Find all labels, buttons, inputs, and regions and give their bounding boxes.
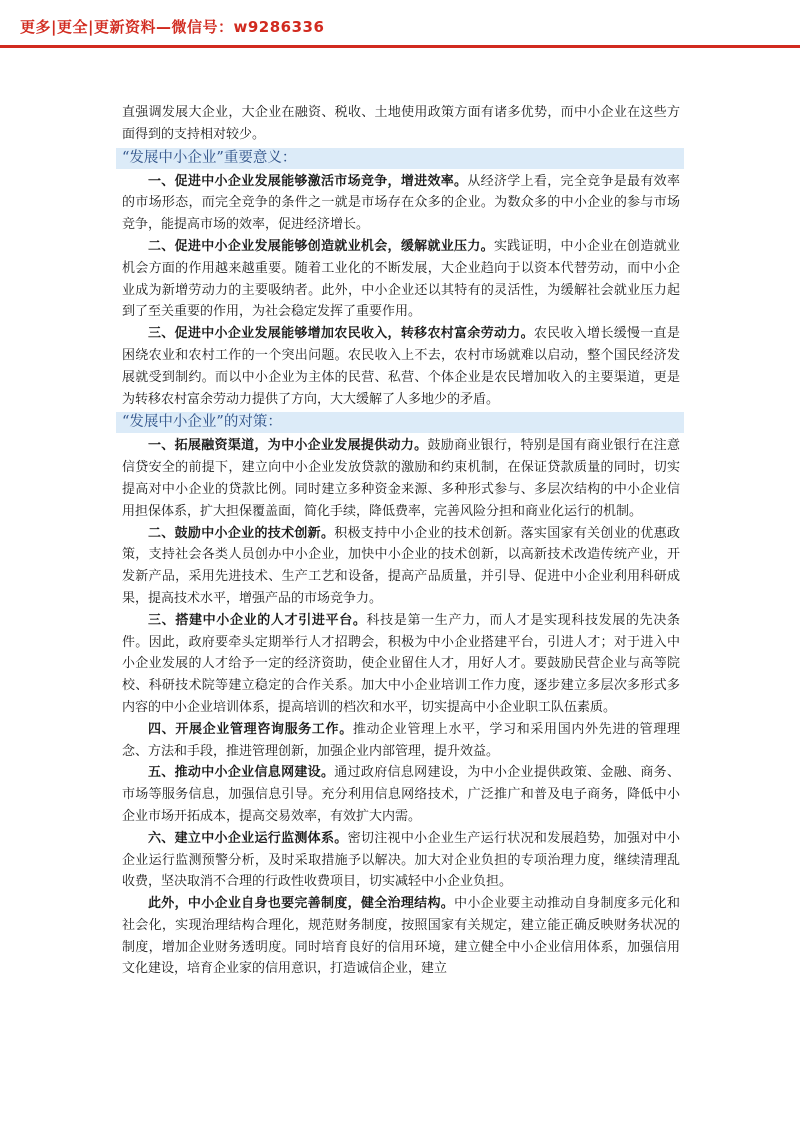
paragraph-body: 科技是第一生产力，而人才是实现科技发展的先决条件。因此，政府要牵头定期举行人才招聘会，积极为中小企业搭建平台，引进人才；对于进入中小企业发展的人才给予一定的经济资助，使企业留住人才，用好人才。要鼓励民营企业与高等院校、科研技术院等建立稳定的合作关系。加大中小企业培训工作力度，逐步建立多层次多形式多内容的中小企业培训体系，提高培训的档次和水平，切实提高中小企业职工队伍素质。 xyxy=(122,612,680,715)
paragraph-lead: 三、促进中小企业发展能够增加农民收入，转移农村富余劳动力。 xyxy=(148,326,534,342)
paragraph-lead: 二、鼓励中小企业的技术创新。 xyxy=(148,525,335,541)
paragraph-lead: 一、促进中小企业发展能够激活市场竞争，增进效率。 xyxy=(148,173,468,189)
countermeasure-paragraph-4 xyxy=(122,719,680,763)
countermeasure-paragraph-6 xyxy=(122,828,680,893)
countermeasure-paragraph-3 xyxy=(122,610,680,719)
paragraph-lead: 一、拓展融资渠道，为中小企业发展提供动力。 xyxy=(148,438,428,454)
top-banner xyxy=(0,0,800,52)
significance-paragraph-2 xyxy=(122,236,680,323)
paragraph-body: 鼓励商业银行，特别是国有商业银行在注意信贷安全的前提下，建立向中小企业发放贷款的激励和约束机制，在保证贷款质量的同时，切实提高对中小企业的贷款比例。同时建立多种资金来源、多种形式参与、多层次结构的中小企业信用担保体系，扩大担保覆盖面，简化手续，降低费率，完善风险分担和商业化运行的机制。 xyxy=(122,438,680,519)
section-heading-significance: “发展中小企业”重要意义： xyxy=(116,148,684,169)
paragraph-body: 积极支持中小企业的技术创新。落实国家有关创业的优惠政策，支持社会各类人员创办中小企业，加快中小企业的技术创新，以高新技术改造传统产业，开发新产品，采用先进技术、生产工艺和设备，提高产品质量，并引导、促进中小企业利用科研成果，提高技术水平，增强产品的市场竞争力。 xyxy=(122,525,680,606)
paragraph-body: 通过政府信息网建设，为中小企业提供政策、金融、商务、市场等服务信息，加强信息引导。充分利用信息网络技术，广泛推广和普及电子商务，降低中小企业市场开拓成本，提高交易效率，有效扩大内需。 xyxy=(122,765,680,824)
paragraph-body: 农民收入增长缓慢一直是困绕农业和农村工作的一个突出问题。农民收入上不去，农村市场就难以启动，整个国民经济发展就受到制约。而以中小企业为主体的民营、私营、个体企业是农民增加收入的主要渠道，更是为转移农村富余劳动力提供了方向，大大缓解了人多地少的矛盾。 xyxy=(122,326,680,407)
paragraph-lead: 此外，中小企业自身也要完善制度，健全治理结构。 xyxy=(148,896,455,912)
countermeasure-paragraph-2 xyxy=(122,523,680,610)
countermeasure-paragraph-5 xyxy=(122,762,680,827)
significance-paragraph-1 xyxy=(122,171,680,236)
paragraph-lead: 三、搭建中小企业的人才引进平台。 xyxy=(148,612,367,628)
document-body xyxy=(122,102,680,980)
paragraph-body: 推动企业管理上水平，学习和采用国内外先进的管理理念、方法和手段，推进管理创新，加强企业内部管理，提升效益。 xyxy=(122,721,680,759)
paragraph-body: 实践证明，中小企业在创造就业机会方面的作用越来越重要。随着工业化的不断发展，大企业趋向于以资本代替劳动，而中小企业成为新增劳动力的主要吸纳者。此外，中小企业还以其特有的灵活性，为缓解社会就业压力起到了至关重要的作用，为社会稳定发挥了重要作用。 xyxy=(122,238,680,320)
paragraph-body: 密切注视中小企业生产运行状况和发展趋势，加强对中小企业运行监测预警分析，及时采取措施予以解决。加大对企业负担的专项治理力度，继续清理乱收费，坚决取消不合理的行政性收费项目，切实减轻中小企业负担。 xyxy=(122,830,680,890)
intro-paragraph: 直强调发展大企业，大企业在融资、税收、土地使用政策方面有诸多优势，而中小企业在这些方面得到的支持相对较少。 xyxy=(122,105,680,142)
banner-text: 更多|更全|更新资料—微信号：w9286336 xyxy=(20,18,325,36)
paragraph-body: 从经济学上看，完全竞争是最有效率的市场形态，而完全竞争的条件之一就是市场存在众多的企业。为数众多的中小企业的参与市场竞争，能提高市场的效率，促进经济增长。 xyxy=(122,173,680,233)
paragraph-lead: 二、促进中小企业发展能够创造就业机会，缓解就业压力。 xyxy=(148,238,494,254)
banner-divider xyxy=(0,45,800,48)
countermeasure-paragraph-7 xyxy=(122,893,680,980)
paragraph-lead: 六、建立中小企业运行监测体系。 xyxy=(148,830,348,846)
paragraph-body: 中小企业要主动推动自身制度多元化和社会化，实现治理结构合理化，规范财务制度，按照国家有关规定，建立能正确反映财务状况的制度，增加企业财务透明度。同时培育良好的信用环境，建立健全中小企业信用体系，加强信用文化建设，培育企业家的信用意识，打造诚信企业，建立 xyxy=(122,896,680,977)
section-heading-countermeasures: “发展中小企业”的对策： xyxy=(116,412,684,433)
paragraph-lead: 四、开展企业管理咨询服务工作。 xyxy=(148,721,353,737)
paragraph-lead: 五、推动中小企业信息网建设。 xyxy=(148,765,335,781)
countermeasure-paragraph-1 xyxy=(122,435,680,522)
significance-paragraph-3 xyxy=(122,323,680,410)
